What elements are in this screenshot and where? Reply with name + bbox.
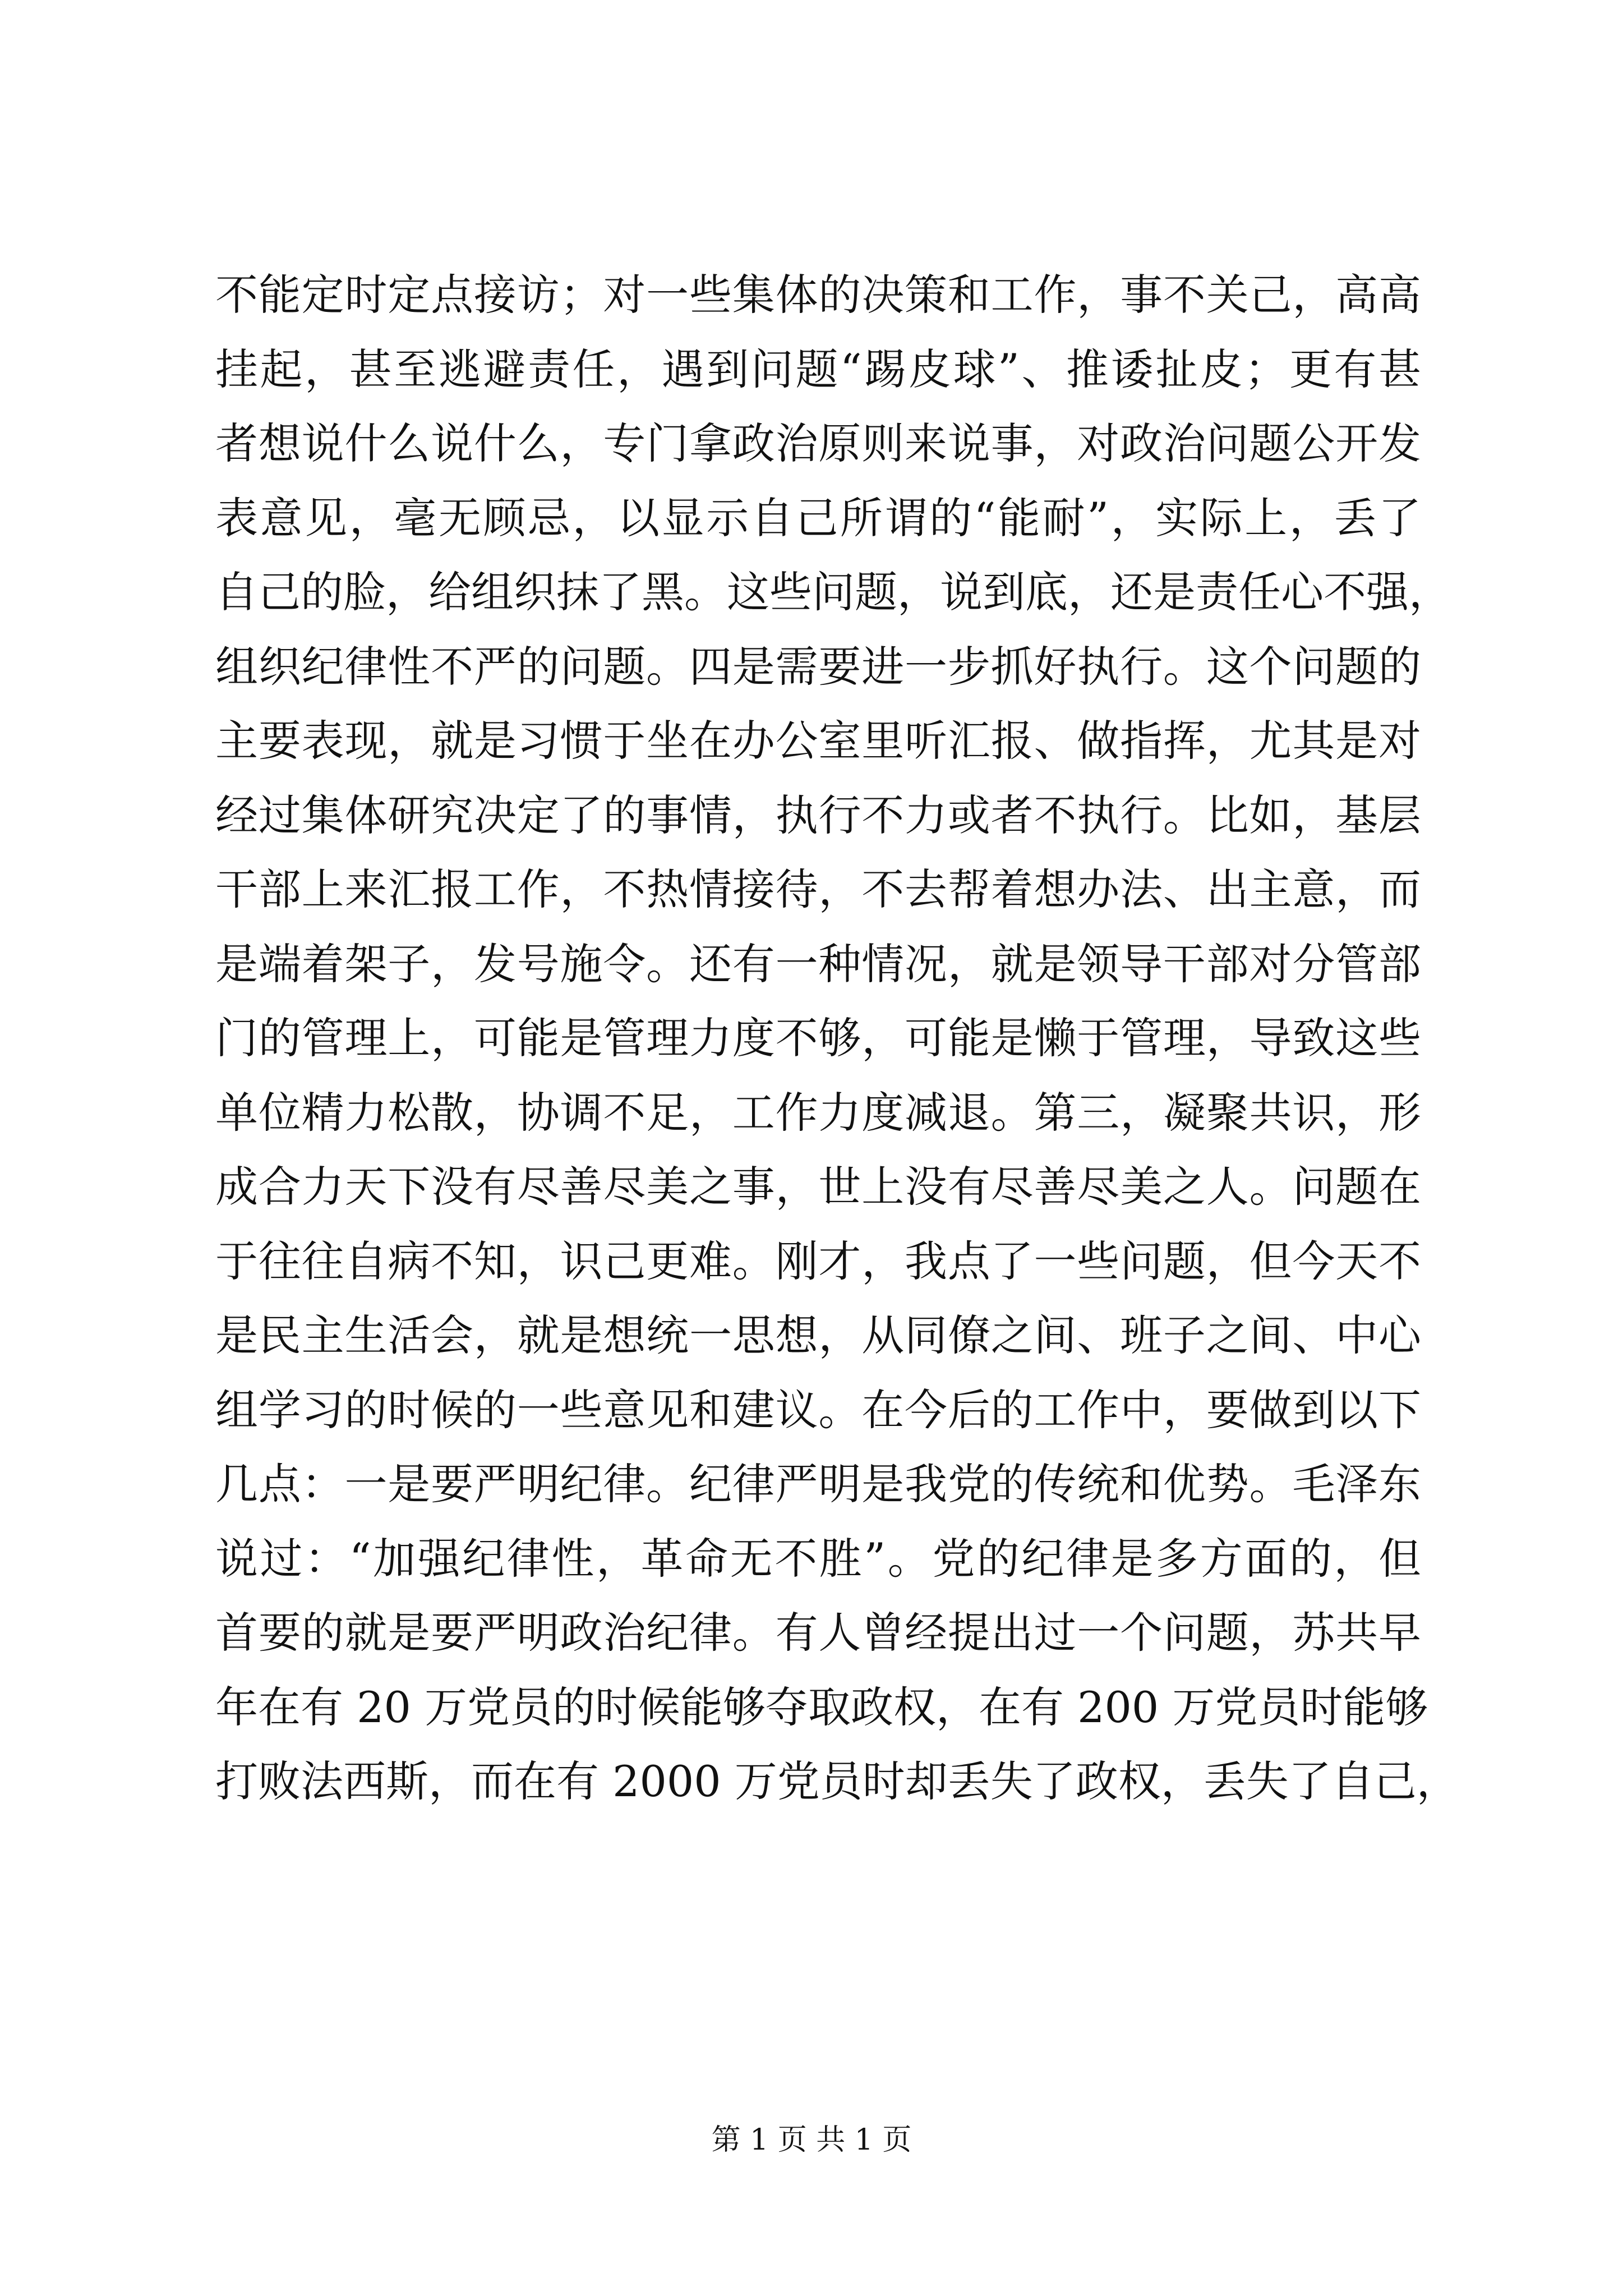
text-line-17: 几点：一是要严明纪律。纪律严明是我党的传统和优势。毛泽东 [215, 1459, 1421, 1509]
text-line-18: 说过：“加强纪律性，革命无不胜”。党的纪律是多方面的，但 [215, 1533, 1421, 1584]
text-line-20: 年在有 20 万党员的时候能够夺取政权，在有 200 万党员时能够 [215, 1682, 1428, 1732]
text-line-14: 于往往自病不知，识己更难。刚才，我点了一些问题，但今天不 [215, 1236, 1421, 1286]
text-line-9: 干部上来汇报工作，不热情接待，不去帮着想办法、出主意，而 [215, 864, 1421, 914]
text-line-3: 者想说什么说什么，专门拿政治原则来说事，对政治问题公开发 [215, 418, 1421, 468]
text-line-15: 是民主生活会，就是想统一思想，从同僚之间、班子之间、中心 [215, 1310, 1421, 1360]
body-text [215, 258, 1459, 1819]
text-line-4: 表意见，毫无顾忌，以显示自己所谓的“能耐”，实际上，丢了 [215, 493, 1421, 543]
text-line-19: 首要的就是要严明政治纪律。有人曾经提出过一个问题，苏共早 [215, 1608, 1421, 1658]
text-line-2: 挂起，甚至逃避责任，遇到问题“踢皮球”、推诿扯皮；更有甚 [215, 344, 1421, 394]
text-line-13: 成合力天下没有尽善尽美之事，世上没有尽善尽美之人。问题在 [215, 1162, 1421, 1212]
text-line-5: 自己的脸，给组织抹了黑。这些问题，说到底，还是责任心不强， [215, 567, 1451, 617]
text-line-8: 经过集体研究决定了的事情，执行不力或者不执行。比如，基层 [215, 790, 1421, 840]
page-footer [0, 2120, 1623, 2160]
text-line-12: 单位精力松散，协调不足，工作力度减退。第三，凝聚共识，形 [215, 1087, 1421, 1138]
text-line-10: 是端着架子，发号施令。还有一种情况，就是领导干部对分管部 [215, 938, 1421, 989]
page-number-label: 第 1 页 共 1 页 [711, 2123, 912, 2157]
text-line-11: 门的管理上，可能是管理力度不够，可能是懒于管理，导致这些 [215, 1013, 1421, 1063]
text-line-1: 不能定时定点接访；对一些集体的决策和工作，事不关己，高高 [215, 270, 1421, 320]
text-line-7: 主要表现，就是习惯于坐在办公室里听汇报、做指挥，尤其是对 [215, 716, 1421, 766]
text-line-16: 组学习的时候的一些意见和建议。在今后的工作中，要做到以下 [215, 1384, 1421, 1435]
text-line-6: 组织纪律性不严的问题。四是需要进一步抓好执行。这个问题的 [215, 641, 1421, 692]
text-line-21: 打败法西斯，而在有 2000 万党员时却丢失了政权，丢失了自己， [215, 1756, 1459, 1806]
